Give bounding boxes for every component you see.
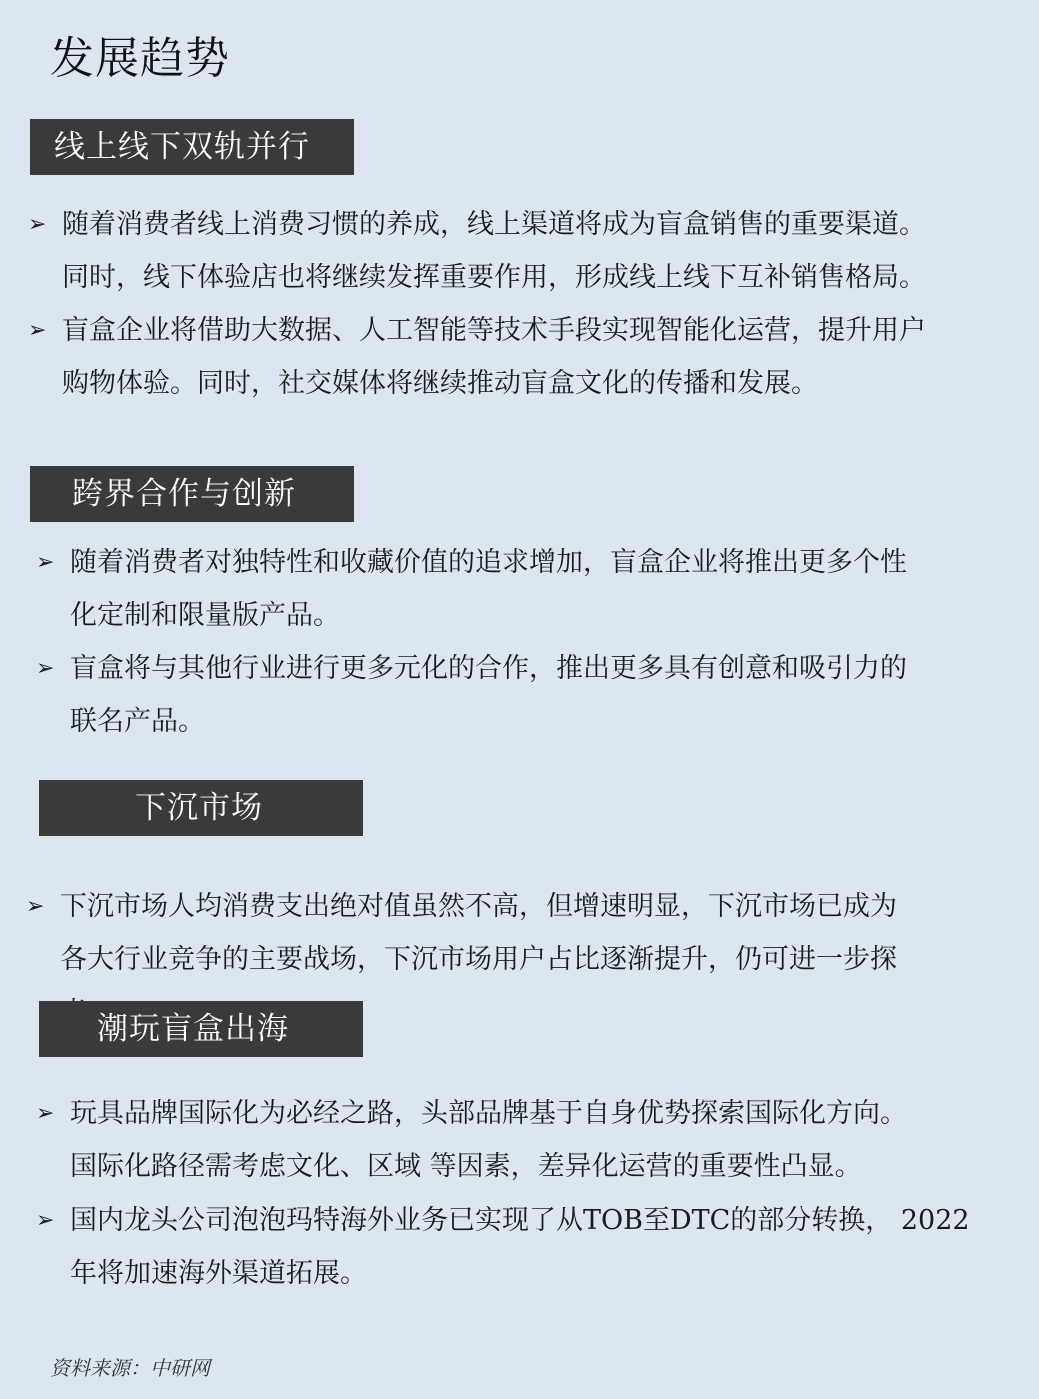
arrow-right-icon: ➢ (28, 318, 47, 343)
list-item-line: 购物体验。同时，社交媒体将继续推动盲盒文化的传播和发展。 (62, 368, 818, 399)
section-header-label: 下沉市场 (135, 790, 263, 826)
arrow-right-icon: ➢ (36, 656, 55, 681)
list-item (36, 642, 907, 748)
list-item-line: 盲盒企业将借助大数据、人工智能等技术手段实现智能化运营，提升用户 (62, 315, 926, 346)
arrow-right-icon: ➢ (26, 894, 45, 919)
section-header-crossover (30, 466, 354, 522)
section-header-going-overseas (39, 1001, 363, 1057)
list-item-line: 联名产品。 (70, 706, 205, 737)
list-item (36, 1087, 907, 1193)
list-item-line: 下沉市场人均消费支出绝对值虽然不高，但增速明显，下沉市场已成为 (60, 891, 897, 922)
section-header-lower-tier-market (39, 780, 363, 836)
section-header-label: 跨界合作与创新 (72, 476, 296, 512)
list-item (28, 198, 926, 304)
list-item-line: 随着消费者对独特性和收藏价值的追求增加，盲盒企业将推出更多个性 (70, 547, 907, 578)
page-title: 发展趋势 (50, 33, 230, 84)
list-item (36, 536, 907, 642)
list-item (36, 1194, 970, 1300)
arrow-right-icon: ➢ (36, 1101, 55, 1126)
list-item (28, 304, 926, 410)
list-item-line: 年将加速海外渠道拓展。 (70, 1258, 367, 1289)
arrow-right-icon: ➢ (36, 550, 55, 575)
list-item-line: 盲盒将与其他行业进行更多元化的合作，推出更多具有创意和吸引力的 (70, 653, 907, 684)
list-item-clip (0, 880, 1039, 1001)
list-item-line: 随着消费者线上消费习惯的养成，线上渠道将成为盲盒销售的重要渠道。 (62, 209, 926, 240)
list-item-line: 同时，线下体验店也将继续发挥重要作用，形成线上线下互补销售格局。 (62, 262, 926, 293)
source-note: 资料来源：中研网 (50, 1356, 210, 1380)
arrow-right-icon: ➢ (28, 212, 47, 237)
list-item-line: 化定制和限量版产品。 (70, 600, 340, 631)
arrow-right-icon: ➢ (36, 1208, 55, 1233)
list-item-line: 国内龙头公司泡泡玛特海外业务已实现了从TOB至DTC的部分转换， 2022 (70, 1205, 970, 1236)
section-header-label: 潮玩盲盒出海 (97, 1011, 289, 1047)
list-item-line: 玩具品牌国际化为必经之路，头部品牌基于自身优势探索国际化方向。 (70, 1098, 907, 1129)
section-header-online-offline (30, 119, 354, 175)
section-header-label: 线上线下双轨并行 (54, 129, 310, 165)
list-item-line: 国际化路径需考虑文化、区域 等因素，差异化运营的重要性凸显。 (70, 1151, 862, 1182)
list-item-line: 各大行业竞争的主要战场，下沉市场用户占比逐渐提升，仍可进一步探 (60, 944, 897, 975)
